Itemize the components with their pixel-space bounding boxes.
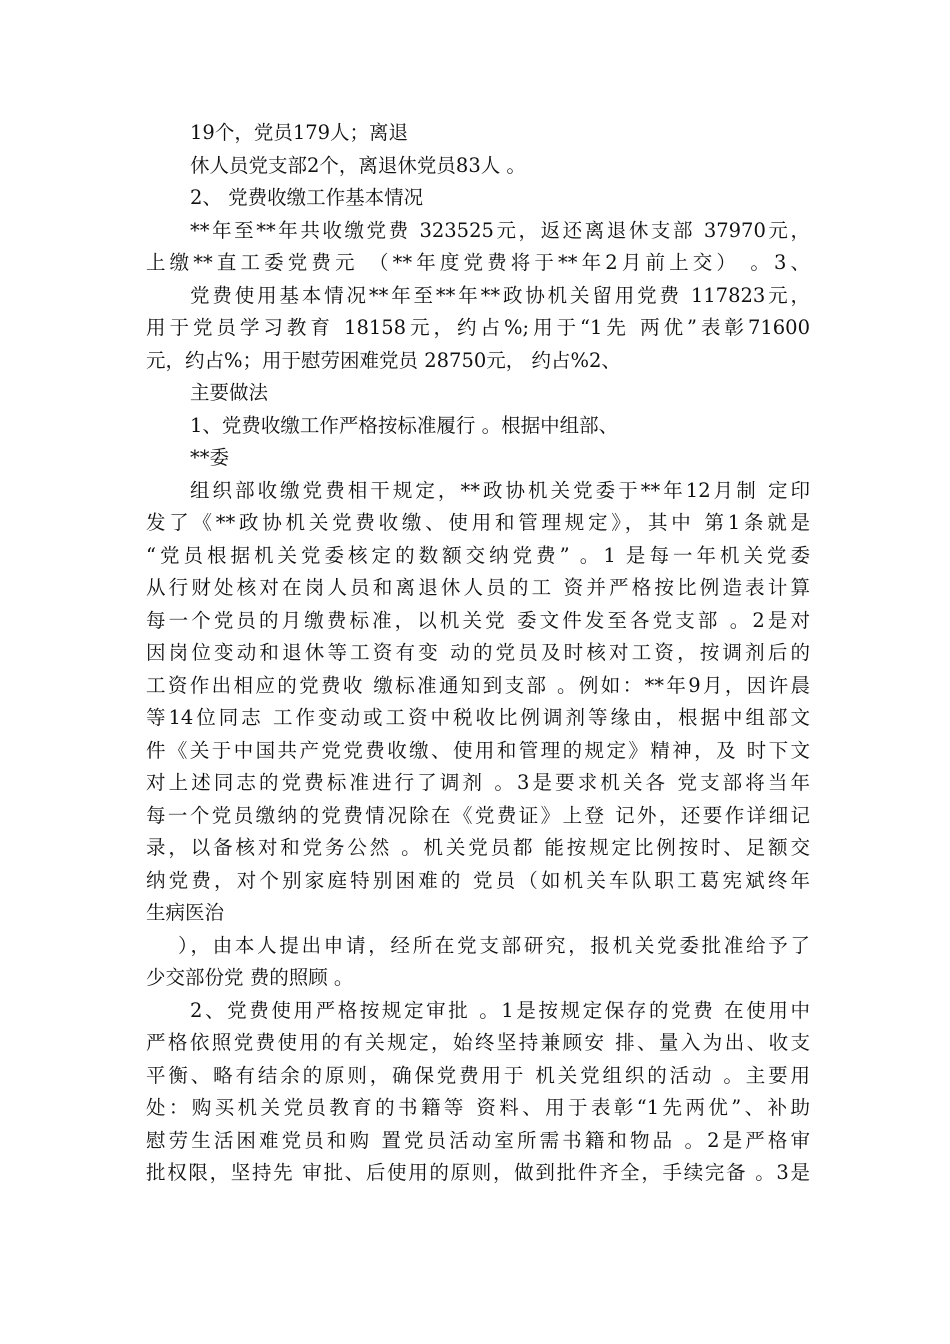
- document-body: [146, 117, 810, 1190]
- text-line: 录，以备核对和党务公然 。机关党员都 能按规定比例按时、足额交: [146, 836, 810, 859]
- text-line: 主要做法: [190, 381, 269, 404]
- text-line: 元，约占%；用于慰劳困难党员 28750元， 约占%2、: [146, 348, 621, 372]
- text-line: 纳党费，对个别家庭特别困难的 党员（如机关车队职工葛宪斌终年: [146, 868, 810, 892]
- text-line: 1、党费收缴工作严格按标准履行 。根据中组部、: [190, 413, 619, 437]
- text-line: “党员根据机关党委核定的数额交纳党费” 。1 是每一年机关党委: [146, 543, 810, 567]
- text-line: 19个，党员179人；离退: [190, 121, 409, 144]
- text-line: 用于党员学习教育 18158元，约占%;用于“1先 两优”表彰71600: [146, 316, 810, 339]
- text-line: 组织部收缴党费相干规定，**政协机关党委于**年12月制 定印: [190, 478, 810, 502]
- text-line: 平衡、略有结余的原则，确保党费用于 机关党组织的活动 。主要用: [146, 1063, 810, 1087]
- text-line: ），由本人提出申请，经所在党支部研究，报机关党委批准给予了: [178, 933, 810, 957]
- text-line: 休人员党支部2个，离退休党员83人 。: [190, 153, 526, 177]
- text-line: 2、党费使用严格按规定审批 。1是按规定保存的党费 在使用中: [190, 998, 810, 1022]
- text-line: 少交部份党 费的照顾 。: [146, 966, 354, 989]
- text-line: 处：购买机关党员教育的书籍等 资料、用于表彰“1先两优”、补助: [146, 1096, 810, 1119]
- text-line: 每一个党员的月缴费标准，以机关党 委文件发至各党支部 。2是对: [146, 608, 810, 632]
- text-line: 件《关于中国共产党党费收缴、使用和管理的规定》精神，及 时下文: [146, 738, 810, 762]
- text-line: 生病医治: [146, 901, 225, 924]
- text-line: **委: [190, 446, 230, 469]
- text-line: 慰劳生活困难党员和购 置党员活动室所需书籍和物品 。2是严格审: [146, 1128, 810, 1152]
- text-line: 严格依照党费使用的有关规定，始终坚持兼顾安 排、量入为出、收支: [146, 1031, 810, 1054]
- text-line: 对上述同志的党费标准进行了调剂 。3是要求机关各 党支部将当年: [146, 771, 810, 794]
- text-line: 2、 党费收缴工作基本情况: [190, 186, 424, 209]
- text-line: 上缴**直工委党费元 （**年度党费将于**年2月前上交） 。3、: [146, 251, 810, 274]
- text-line: 工资作出相应的党费收 缴标准通知到支部 。例如：**年9月，因许晨: [146, 673, 810, 697]
- text-line: 等14位同志 工作变动或工资中税收比例调剂等缘由，根据中组部文: [146, 706, 810, 729]
- text-line: 每一个党员缴纳的党费情况除在《党费证》上登 记外，还要作详细记: [146, 803, 810, 827]
- text-line: **年至**年共收缴党费 323525元，返还离退休支部 37970元，: [190, 218, 810, 242]
- text-line: 发了《**政协机关党费收缴、使用和管理规定》，其中 第1条就是: [146, 511, 810, 534]
- text-line: 批权限，坚持先 审批、后使用的原则，做到批件齐全，手续完备 。3是: [146, 1161, 810, 1184]
- text-line: 从行财处核对在岗人员和离退休人员的工 资并严格按比例造表计算: [146, 576, 810, 599]
- text-line: 因岗位变动和退休等工资有变 动的党员及时核对工资，按调剂后的: [146, 641, 810, 664]
- text-line: 党费使用基本情况**年至**年**政协机关留用党费 117823元，: [190, 283, 810, 307]
